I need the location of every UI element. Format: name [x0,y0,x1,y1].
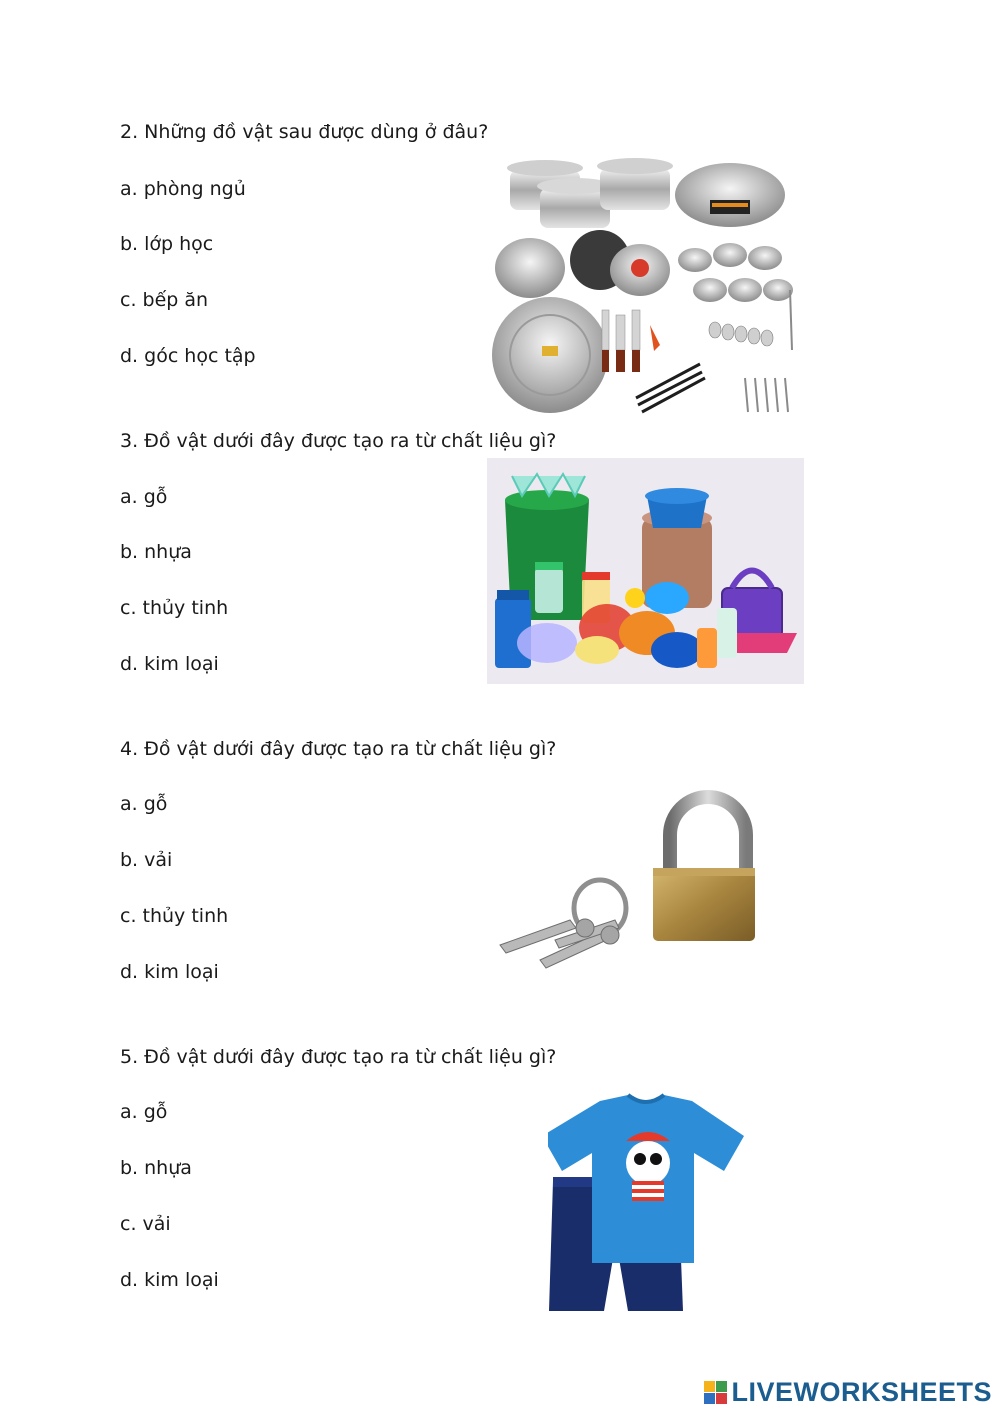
question-5-title: 5. Đồ vật dưới đây được tạo ra từ chất liệu gì? [120,1046,557,1068]
question-4-option-a[interactable]: a. gỗ [120,793,168,815]
question-3-option-d[interactable]: d. kim loại [120,653,219,675]
liveworksheets-text: LIVEWORKSHEETS [731,1376,992,1407]
question-3-option-c[interactable]: c. thủy tinh [120,597,229,619]
question-3-option-b[interactable]: b. nhựa [120,541,192,563]
padlock-and-keys-image [495,790,765,970]
question-2-option-a[interactable]: a. phòng ngủ [120,178,246,200]
question-2-option-d[interactable]: d. góc học tập [120,345,256,367]
question-2-option-c[interactable]: c. bếp ăn [120,289,209,311]
kitchenware-image [490,150,810,420]
question-5-option-b[interactable]: b. nhựa [120,1157,192,1179]
clothes-image [548,1093,748,1318]
liveworksheets-brand [704,1377,992,1407]
question-4-option-b[interactable]: b. vải [120,849,173,871]
plastic-items-image [487,458,804,684]
question-5-option-a[interactable]: a. gỗ [120,1101,168,1123]
question-5-option-d[interactable]: d. kim loại [120,1269,219,1291]
question-2-title: 2. Những đồ vật sau được dùng ở đâu? [120,121,489,143]
question-3-option-a[interactable]: a. gỗ [120,486,168,508]
question-4-title: 4. Đồ vật dưới đây được tạo ra từ chất liệu gì? [120,738,557,760]
question-2-option-b[interactable]: b. lớp học [120,233,214,255]
question-3-title: 3. Đồ vật dưới đây được tạo ra từ chất liệu gì? [120,430,557,452]
question-4-option-c[interactable]: c. thủy tinh [120,905,229,927]
liveworksheets-logo-icon [704,1381,727,1404]
question-4-option-d[interactable]: d. kim loại [120,961,219,983]
question-5-option-c[interactable]: c. vải [120,1213,171,1235]
